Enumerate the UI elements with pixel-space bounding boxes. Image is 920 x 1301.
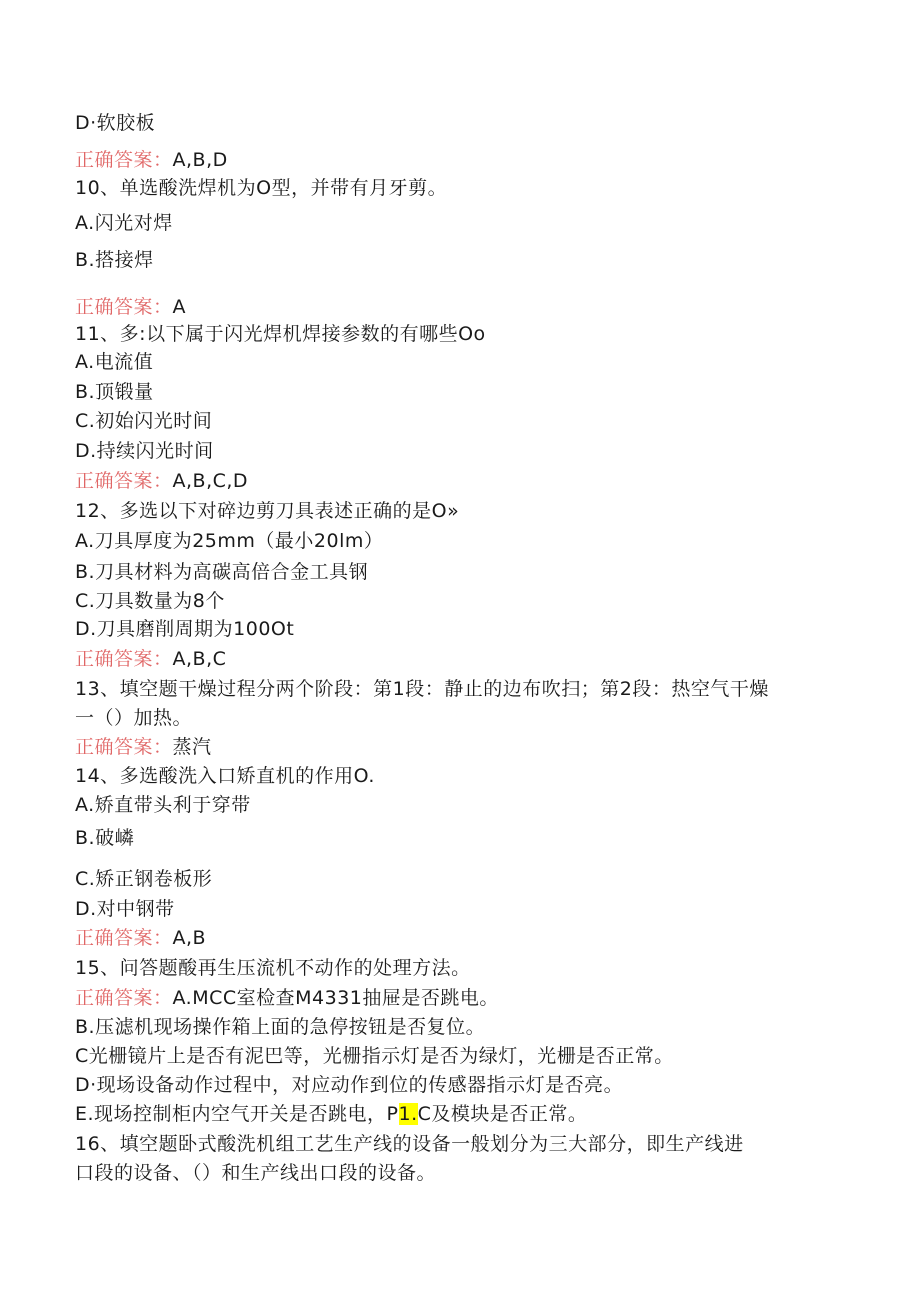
question-line: 口段的设备、（）和生产线出口段的设备。 (75, 1162, 437, 1184)
option-line: B.刀具材料为高碳高倍合金工具钢 (75, 561, 369, 583)
answer-text: C及模块是否正常。 (417, 1103, 588, 1125)
answer-label: 正确答案： (75, 296, 173, 318)
question-line: 12、多选以下对碎边剪刀具表述正确的是O» (75, 500, 460, 522)
question-line: 10、单选酸洗焊机为O型，并带有月牙剪。 (75, 177, 448, 199)
answer-value: A,B,C (172, 648, 227, 670)
option-line: B.搭接焊 (75, 249, 154, 271)
answer-label: 正确答案： (75, 470, 173, 492)
option-line: B.顶锻量 (75, 381, 154, 403)
answer-line (75, 986, 499, 1010)
option-line: A.电流值 (75, 351, 154, 373)
answer-line: C光栅镜片上是否有泥巴等，光栅指示灯是否为绿灯，光栅是否正常。 (75, 1045, 674, 1067)
answer-line (75, 148, 228, 172)
question-line: 15、问答题酸再生压流机不动作的处理方法。 (75, 957, 471, 979)
answer-label: 正确答案： (75, 987, 173, 1009)
option-line: D·软胶板 (75, 112, 156, 134)
answer-value: A.MCC室检查M4331抽屉是否跳电。 (172, 987, 499, 1009)
option-line: D.持续闪光时间 (75, 440, 214, 462)
answer-line (75, 469, 248, 493)
answer-label: 正确答案： (75, 736, 173, 758)
option-line: B.破嶙 (75, 827, 135, 849)
answer-value: A (172, 296, 187, 318)
option-line: A.闪光对焊 (75, 212, 173, 234)
question-line: 16、填空题卧式酸洗机组工艺生产线的设备一般划分为三大部分，即生产线进 (75, 1133, 744, 1155)
option-line: C.初始闪光时间 (75, 410, 213, 432)
answer-value: 蒸汽 (172, 736, 212, 758)
question-line: 14、多选酸洗入口矫直机的作用O. (75, 765, 375, 787)
option-line: C.刀具数量为8个 (75, 590, 225, 612)
answer-label: 正确答案： (75, 149, 173, 171)
answer-text: E.现场控制柜内空气开关是否跳电，P (75, 1103, 399, 1125)
answer-value: A,B,C,D (172, 470, 249, 492)
question-line: 一（）加热。 (75, 707, 193, 729)
option-line: A.矫直带头利于穿带 (75, 794, 251, 816)
answer-value: A,B,D (172, 149, 228, 171)
answer-line (75, 1102, 587, 1126)
answer-label: 正确答案： (75, 927, 173, 949)
question-line: 11、多:以下属于闪光焊机焊接参数的有哪些Oo (75, 323, 486, 345)
answer-line (75, 647, 226, 671)
option-line: A.刀具厚度为25mm（最小20lm） (75, 530, 384, 552)
answer-line (75, 926, 206, 950)
answer-value: A,B (172, 927, 207, 949)
option-line: D.对中钢带 (75, 898, 175, 920)
question-line: 13、填空题干燥过程分两个阶段：第1段：静止的边布吹扫；第2段：热空气干燥 (75, 678, 769, 700)
option-line: C.矫正钢卷板形 (75, 868, 213, 890)
highlighted-text: 1. (398, 1103, 418, 1125)
answer-line (75, 735, 212, 759)
option-line: D.刀具磨削周期为100Ot (75, 618, 295, 640)
answer-line: B.压滤机现场操作箱上面的急停按钮是否复位。 (75, 1016, 486, 1038)
answer-label: 正确答案： (75, 648, 173, 670)
answer-line: D·现场设备动作过程中，对应动作到位的传感器指示灯是否亮。 (75, 1074, 624, 1096)
answer-line (75, 295, 186, 319)
